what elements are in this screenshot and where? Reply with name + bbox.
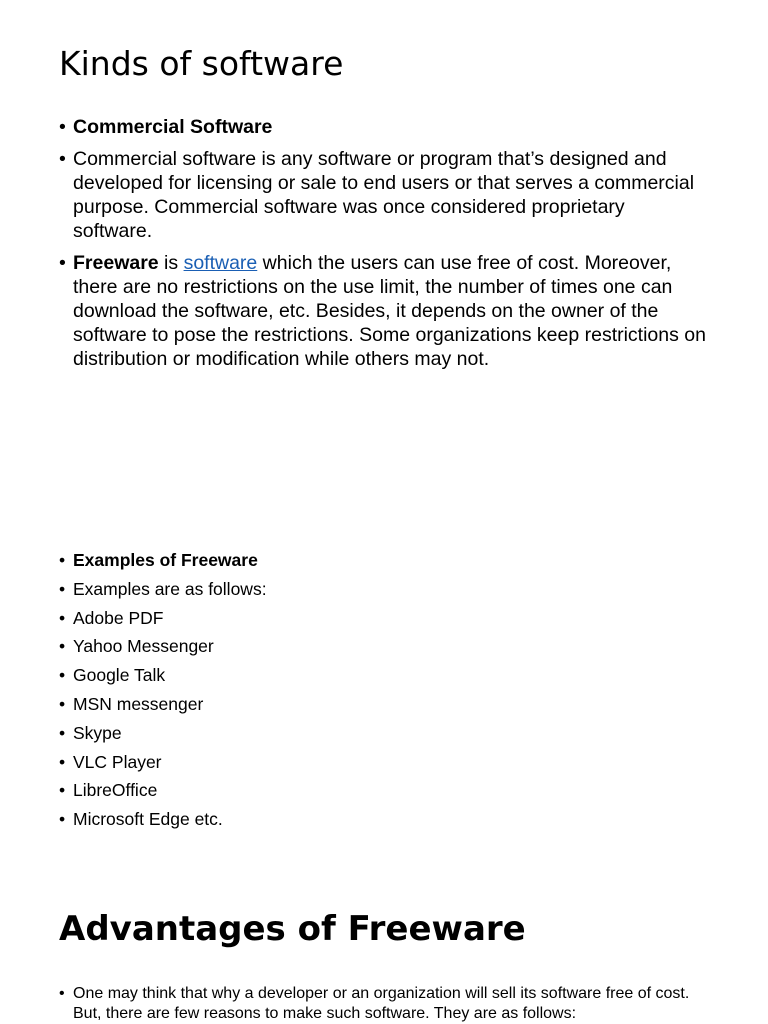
- list-item: [59, 692, 459, 716]
- list-item: [59, 750, 459, 774]
- example-item: Google Talk: [73, 665, 166, 686]
- bullet-marker: •: [59, 116, 66, 138]
- example-item: Microsoft Edge etc.: [73, 809, 223, 830]
- bullet-marker: •: [59, 751, 66, 772]
- list-item: [59, 778, 459, 802]
- list-item: [59, 721, 459, 745]
- example-item: LibreOffice: [73, 780, 158, 801]
- page-title: Kinds of software: [59, 44, 344, 83]
- bullet-marker: •: [59, 252, 66, 274]
- bullet-marker: •: [59, 722, 66, 743]
- list-item: [59, 147, 709, 243]
- list-item: [59, 606, 459, 630]
- bullet-marker: •: [59, 665, 66, 686]
- list-item: [59, 548, 459, 572]
- list-item: [59, 807, 459, 831]
- examples-heading: Examples of Freeware: [73, 550, 258, 570]
- list-item: [59, 251, 709, 371]
- list-item: [59, 577, 459, 601]
- example-item: Skype: [73, 722, 122, 743]
- example-item: Yahoo Messenger: [73, 636, 214, 657]
- advantages-list: [59, 984, 719, 1024]
- freeware-examples-list: [59, 548, 459, 836]
- commercial-software-description: Commercial software is any software or program that’s designed and developed for licensing or sale to end users or that serves a commercial purpose. Commercial software was once considered proprietary software.: [73, 148, 695, 242]
- list-item: [59, 663, 459, 687]
- bullet-marker: •: [59, 607, 66, 628]
- freeware-description: which the users can use free of cost. Moreover, there are no restrictions on the use limit, the number of times one can download the software, etc. Besides, it depends on the owner of the software to pose the restrictions. Some organizations keep restrictions on distribution or modification while others may not.: [73, 252, 706, 370]
- bullet-marker: •: [59, 636, 66, 657]
- example-item: VLC Player: [73, 751, 162, 772]
- bullet-marker: •: [59, 780, 66, 801]
- example-item: MSN messenger: [73, 693, 204, 714]
- list-item: [59, 984, 719, 1024]
- list-item: [59, 634, 459, 658]
- advantages-intro: One may think that why a developer or an organization will sell its software free of cost. But, there are few reasons to make such software. They are as follows:: [73, 985, 690, 1022]
- software-kinds-list: [59, 115, 709, 379]
- bullet-marker: •: [59, 985, 65, 1002]
- software-link[interactable]: software: [183, 252, 258, 274]
- examples-intro: Examples are as follows:: [73, 578, 267, 599]
- bullet-marker: •: [59, 550, 66, 570]
- bullet-marker: •: [59, 578, 66, 599]
- freeware-term: Freeware: [73, 252, 159, 274]
- bullet-marker: •: [59, 809, 66, 830]
- commercial-software-heading: Commercial Software: [73, 116, 273, 138]
- bullet-marker: •: [59, 148, 66, 170]
- example-item: Adobe PDF: [73, 607, 164, 628]
- advantages-title: Advantages of Freeware: [59, 909, 526, 949]
- list-item: [59, 115, 709, 139]
- freeware-connector: is: [158, 252, 184, 274]
- bullet-marker: •: [59, 693, 66, 714]
